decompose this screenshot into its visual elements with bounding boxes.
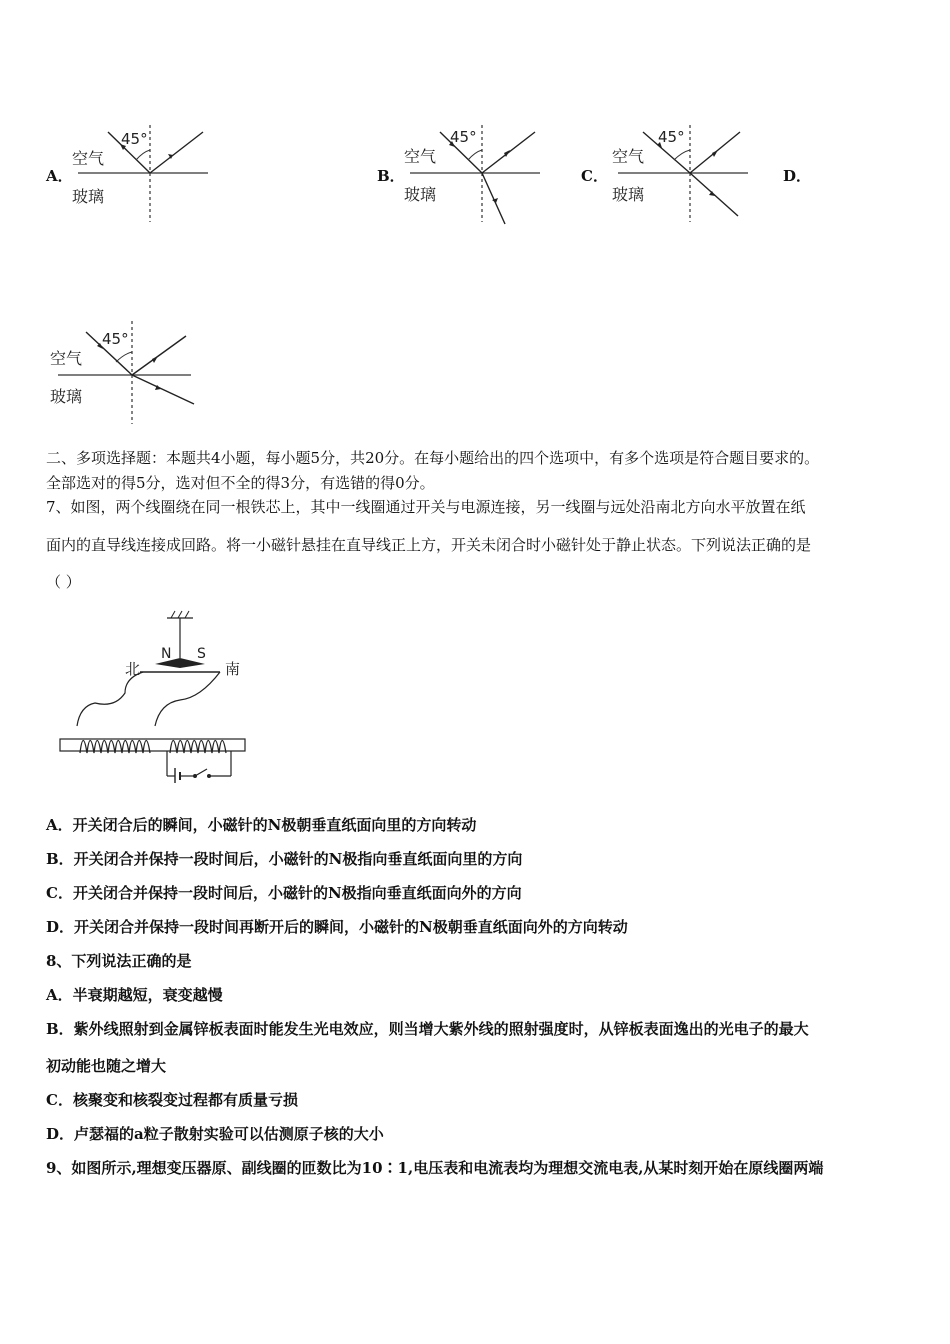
svg-text:玻璃: 玻璃 [612, 185, 645, 204]
option-c-letter: C． [581, 167, 608, 185]
option-a-letter: A． [46, 167, 73, 185]
q7-option-d: D．开关闭合并保持一段时间再断开后的瞬间，小磁针的N极朝垂直纸面向外的方向转动 [46, 918, 628, 936]
q8-option-b: B．紫外线照射到金属锌板表面时能发生光电效应，则当增大紫外线的照射强度时，从锌板表面逸出的光电子的最大 [46, 1020, 809, 1038]
svg-text:南: 南 [225, 660, 241, 678]
q7-circuit-figure [55, 608, 250, 783]
q7-option-a: A．开关闭合后的瞬间，小磁针的N极朝垂直纸面向里的方向转动 [46, 816, 477, 834]
refraction-figure-b [400, 120, 550, 230]
svg-text:空气: 空气 [404, 147, 437, 166]
q9-stem: 9、如图所示,理想变压器原、副线圈的匝数比为10∶1,电压表和电流表均为理想交流电表,从某时刻开始在原线圈两端 [46, 1159, 824, 1177]
section-header-line2: 全部选对的得5分，选对但不全的得3分，有选错的得0分。 [46, 474, 435, 492]
svg-text:45°: 45° [102, 330, 129, 348]
svg-text:玻璃: 玻璃 [50, 387, 83, 406]
q8-option-d: D．卢瑟福的a粒子散射实验可以估测原子核的大小 [46, 1125, 384, 1143]
q7-option-c: C．开关闭合并保持一段时间后，小磁针的N极指向垂直纸面向外的方向 [46, 884, 522, 902]
svg-text:N: N [161, 646, 172, 662]
q8-option-c: C．核聚变和核裂变过程都有质量亏损 [46, 1091, 298, 1109]
option-b-letter: B． [377, 167, 405, 185]
q7-stem-line3: （ ） [46, 573, 81, 591]
q7-stem-line1: 7、如图，两个线圈绕在同一根铁芯上，其中一线圈通过开关与电源连接，另一线圈与远处沿南北方向水平放置在纸 [46, 498, 806, 516]
svg-text:45°: 45° [658, 128, 685, 146]
refraction-figure-c [608, 120, 758, 225]
svg-text:45°: 45° [450, 128, 477, 146]
q8-option-b-cont: 初动能也随之增大 [46, 1057, 167, 1075]
option-d-letter: D． [783, 167, 812, 185]
q8-stem: 8、下列说法正确的是 [46, 952, 192, 970]
svg-text:北: 北 [125, 660, 141, 678]
svg-text:空气: 空气 [72, 149, 105, 168]
refraction-figure-a [68, 120, 218, 225]
q8-option-a: A．半衰期越短，衰变越慢 [46, 986, 223, 1004]
svg-text:玻璃: 玻璃 [72, 187, 105, 206]
svg-text:空气: 空气 [50, 349, 83, 368]
svg-text:玻璃: 玻璃 [404, 185, 437, 204]
refraction-figure-d [46, 318, 201, 428]
section-header-line1: 二、多项选择题：本题共4小题，每小题5分，共20分。在每小题给出的四个选项中，有多个选项是符合题目要求的。 [46, 449, 820, 467]
svg-text:45°: 45° [121, 130, 148, 148]
q7-stem-line2: 面内的直导线连接成回路。将一小磁针悬挂在直导线正上方，开关未闭合时小磁针处于静止状态。下列说法正确的是 [46, 536, 812, 554]
q7-option-b: B．开关闭合并保持一段时间后，小磁针的N极指向垂直纸面向里的方向 [46, 850, 523, 868]
svg-text:S: S [197, 646, 206, 662]
svg-text:空气: 空气 [612, 147, 645, 166]
